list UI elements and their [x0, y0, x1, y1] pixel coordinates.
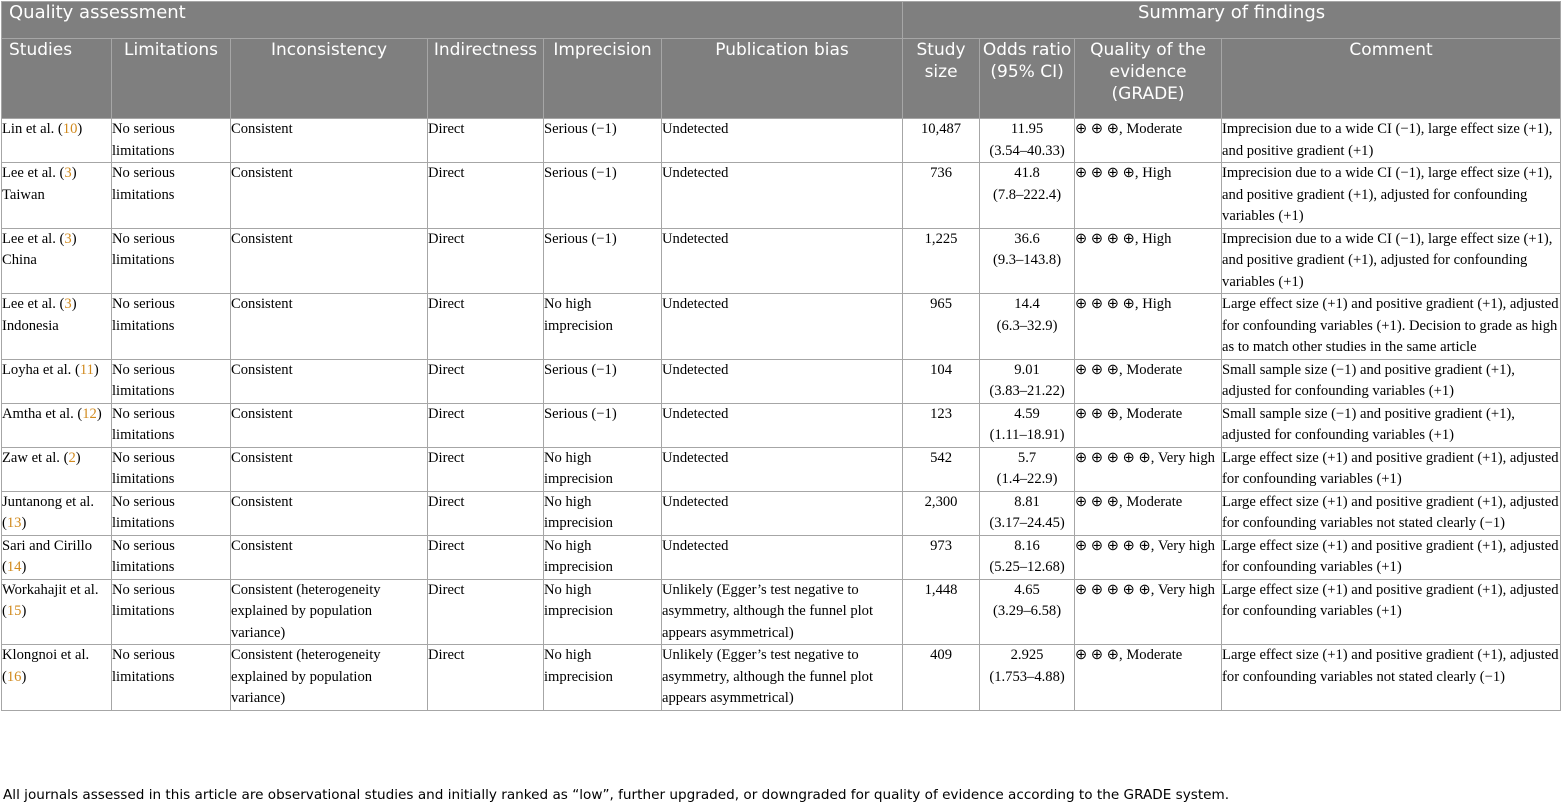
- indirectness-cell: Direct: [428, 645, 544, 711]
- odds-ratio-cell: [980, 119, 1075, 163]
- inconsistency-cell: Consistent (heterogeneity explained by population variance): [231, 579, 428, 645]
- confidence-interval: (9.3–143.8): [992, 252, 1062, 268]
- grade-evidence-table: [1, 1, 1561, 711]
- indirectness-cell: Direct: [428, 491, 544, 535]
- confidence-interval: (5.25–12.68): [989, 559, 1065, 575]
- col-header-study-size: Study size: [903, 39, 980, 119]
- col-header-limitations: Limitations: [112, 39, 231, 119]
- inconsistency-cell: Consistent: [231, 359, 428, 403]
- odds-ratio-value: 2.925: [1010, 647, 1044, 663]
- study-suffix: ) China: [2, 230, 77, 268]
- publication-bias-cell: Undetected: [662, 359, 903, 403]
- comment-cell: Large effect size (+1) and positive gradient (+1), adjusted for confounding variables (+1): [1222, 579, 1561, 645]
- publication-bias-cell: Undetected: [662, 403, 903, 447]
- comment-cell: Small sample size (−1) and positive gradient (+1), adjusted for confounding variables (+1): [1222, 403, 1561, 447]
- indirectness-cell: Direct: [428, 579, 544, 645]
- odds-ratio-cell: [980, 491, 1075, 535]
- col-header-comment: Comment: [1222, 39, 1561, 119]
- odds-ratio-value: 41.8: [1014, 165, 1040, 181]
- odds-ratio-cell: [980, 535, 1075, 579]
- confidence-interval: (6.3–32.9): [996, 317, 1058, 334]
- study-name: Lin et al. (: [2, 121, 63, 137]
- confidence-interval: (7.8–222.4): [992, 186, 1062, 203]
- odds-ratio-value: 11.95: [1010, 121, 1044, 137]
- confidence-interval: (3.17–24.45): [989, 515, 1065, 531]
- study-suffix: ): [77, 121, 83, 137]
- quality-cell: ⊕ ⊕ ⊕ ⊕ ⊕, Very high: [1075, 579, 1222, 645]
- odds-ratio-cell: [980, 294, 1075, 360]
- study-size-cell: 2,300: [903, 491, 980, 535]
- study-size-cell: 1,225: [903, 228, 980, 294]
- inconsistency-cell: Consistent: [231, 228, 428, 294]
- publication-bias-cell: Undetected: [662, 535, 903, 579]
- confidence-interval: (3.83–21.22): [989, 383, 1065, 399]
- limitations-cell: No serious limitations: [112, 491, 231, 535]
- publication-bias-cell: Undetected: [662, 294, 903, 360]
- study-size-cell: 965: [903, 294, 980, 360]
- quality-cell: ⊕ ⊕ ⊕, Moderate: [1075, 359, 1222, 403]
- table-row: [2, 294, 1561, 360]
- limitations-cell: No serious limitations: [112, 119, 231, 163]
- odds-ratio-cell: [980, 228, 1075, 294]
- study-cell: [2, 359, 112, 403]
- publication-bias-cell: Undetected: [662, 228, 903, 294]
- quality-cell: ⊕ ⊕ ⊕ ⊕ ⊕, Very high: [1075, 535, 1222, 579]
- study-cell: [2, 294, 112, 360]
- table-row: [2, 163, 1561, 229]
- publication-bias-cell: Unlikely (Egger’s test negative to asymmetry, although the funnel plot appears asymmetrical): [662, 579, 903, 645]
- inconsistency-cell: Consistent: [231, 403, 428, 447]
- publication-bias-cell: Undetected: [662, 491, 903, 535]
- reference-link[interactable]: 16: [6, 668, 22, 685]
- study-suffix: ): [21, 603, 27, 619]
- study-size-cell: 123: [903, 403, 980, 447]
- indirectness-cell: Direct: [428, 294, 544, 360]
- study-cell: [2, 447, 112, 491]
- study-size-cell: 542: [903, 447, 980, 491]
- comment-cell: Large effect size (+1) and positive gradient (+1), adjusted for confounding variables (+1): [1222, 535, 1561, 579]
- study-name: Lee et al. (: [2, 165, 65, 181]
- confidence-interval: (3.54–40.33): [989, 142, 1065, 159]
- limitations-cell: No serious limitations: [112, 228, 231, 294]
- table-row: [2, 645, 1561, 711]
- comment-cell: Large effect size (+1) and positive gradient (+1), adjusted for confounding variables (+1). Decision to grade as high as to match other studies in the same article: [1222, 294, 1561, 360]
- quality-cell: ⊕ ⊕ ⊕ ⊕ ⊕, Very high: [1075, 447, 1222, 491]
- study-cell: [2, 228, 112, 294]
- col-header-odds-ratio: Odds ratio (95% CI): [980, 39, 1075, 119]
- publication-bias-cell: Undetected: [662, 119, 903, 163]
- study-cell: [2, 491, 112, 535]
- odds-ratio-value: 4.65: [1014, 581, 1040, 598]
- quality-cell: ⊕ ⊕ ⊕, Moderate: [1075, 491, 1222, 535]
- table-row: [2, 228, 1561, 294]
- study-cell: [2, 535, 112, 579]
- odds-ratio-value: 36.6: [1014, 230, 1040, 247]
- col-header-indirectness: Indirectness: [428, 39, 544, 119]
- study-suffix: ): [96, 405, 102, 422]
- comment-cell: Small sample size (−1) and positive gradient (+1), adjusted for confounding variables (+1): [1222, 359, 1561, 403]
- study-cell: [2, 163, 112, 229]
- publication-bias-cell: Unlikely (Egger’s test negative to asymmetry, although the funnel plot appears asymmetrical): [662, 645, 903, 711]
- inconsistency-cell: Consistent: [231, 294, 428, 360]
- odds-ratio-cell: [980, 579, 1075, 645]
- comment-cell: Large effect size (+1) and positive gradient (+1), adjusted for confounding variables not stated clearly (−1): [1222, 491, 1561, 535]
- limitations-cell: No serious limitations: [112, 447, 231, 491]
- study-name: Klongnoi et al. (: [2, 647, 90, 685]
- quality-cell: ⊕ ⊕ ⊕, Moderate: [1075, 645, 1222, 711]
- odds-ratio-value: 4.59: [1014, 405, 1040, 422]
- imprecision-cell: No high imprecision: [544, 294, 662, 360]
- odds-ratio-value: 5.7: [1017, 449, 1037, 466]
- study-name: Zaw et al. (: [2, 449, 69, 466]
- summary-of-findings-header: Summary of findings: [903, 2, 1561, 39]
- imprecision-cell: Serious (−1): [544, 163, 662, 229]
- study-suffix: ): [21, 559, 27, 575]
- study-size-cell: 736: [903, 163, 980, 229]
- inconsistency-cell: Consistent (heterogeneity explained by population variance): [231, 645, 428, 711]
- odds-ratio-cell: [980, 403, 1075, 447]
- odds-ratio-cell: [980, 447, 1075, 491]
- imprecision-cell: No high imprecision: [544, 579, 662, 645]
- study-suffix: ) Taiwan: [2, 165, 77, 203]
- col-header-quality: Quality of the evidence (GRADE): [1075, 39, 1222, 119]
- reference-link[interactable]: 3: [64, 165, 72, 181]
- indirectness-cell: Direct: [428, 535, 544, 579]
- imprecision-cell: No high imprecision: [544, 447, 662, 491]
- table-row: [2, 447, 1561, 491]
- imprecision-cell: No high imprecision: [544, 645, 662, 711]
- quality-cell: ⊕ ⊕ ⊕ ⊕, High: [1075, 228, 1222, 294]
- study-cell: [2, 645, 112, 711]
- confidence-interval: (1.753–4.88): [989, 668, 1065, 685]
- limitations-cell: No serious limitations: [112, 579, 231, 645]
- study-name: Loyha et al. (: [2, 361, 80, 378]
- study-name: Juntanong et al. (: [2, 493, 95, 531]
- odds-ratio-value: 14.4: [1014, 296, 1040, 312]
- odds-ratio-cell: [980, 359, 1075, 403]
- quality-cell: ⊕ ⊕ ⊕, Moderate: [1075, 403, 1222, 447]
- confidence-interval: (1.11–18.91): [989, 427, 1065, 443]
- odds-ratio-value: 8.16: [1014, 537, 1040, 554]
- study-suffix: ): [21, 668, 27, 685]
- reference-link[interactable]: 3: [64, 296, 72, 312]
- limitations-cell: No serious limitations: [112, 163, 231, 229]
- group-header-row: [2, 2, 1561, 39]
- table-row: [2, 359, 1561, 403]
- imprecision-cell: Serious (−1): [544, 403, 662, 447]
- odds-ratio-cell: [980, 163, 1075, 229]
- limitations-cell: No serious limitations: [112, 359, 231, 403]
- reference-link[interactable]: 3: [64, 230, 72, 247]
- publication-bias-cell: Undetected: [662, 163, 903, 229]
- study-size-cell: 973: [903, 535, 980, 579]
- imprecision-cell: Serious (−1): [544, 119, 662, 163]
- study-suffix: ) Indonesia: [2, 296, 77, 334]
- imprecision-cell: No high imprecision: [544, 491, 662, 535]
- comment-cell: Large effect size (+1) and positive gradient (+1), adjusted for confounding variables not stated clearly (−1): [1222, 645, 1561, 711]
- inconsistency-cell: Consistent: [231, 535, 428, 579]
- col-header-imprecision: Imprecision: [544, 39, 662, 119]
- indirectness-cell: Direct: [428, 163, 544, 229]
- col-header-inconsistency: Inconsistency: [231, 39, 428, 119]
- study-name: Sari and Cirillo (: [2, 537, 92, 575]
- table-row: [2, 403, 1561, 447]
- study-size-cell: 409: [903, 645, 980, 711]
- confidence-interval: (1.4–22.9): [996, 471, 1058, 487]
- comment-cell: Large effect size (+1) and positive gradient (+1), adjusted for confounding variables (+1): [1222, 447, 1561, 491]
- odds-ratio-value: 8.81: [1014, 493, 1040, 510]
- indirectness-cell: Direct: [428, 359, 544, 403]
- table-row: [2, 119, 1561, 163]
- table-body: [2, 119, 1561, 711]
- inconsistency-cell: Consistent: [231, 447, 428, 491]
- indirectness-cell: Direct: [428, 447, 544, 491]
- table-row: [2, 491, 1561, 535]
- table-row: [2, 535, 1561, 579]
- study-name: Amtha et al. (: [2, 405, 83, 422]
- reference-link[interactable]: 11: [79, 361, 94, 378]
- indirectness-cell: Direct: [428, 228, 544, 294]
- quality-assessment-header: Quality assessment: [2, 2, 903, 39]
- study-cell: [2, 119, 112, 163]
- study-size-cell: 1,448: [903, 579, 980, 645]
- limitations-cell: No serious limitations: [112, 535, 231, 579]
- study-suffix: ): [21, 515, 27, 531]
- indirectness-cell: Direct: [428, 119, 544, 163]
- confidence-interval: (3.29–6.58): [992, 603, 1062, 619]
- inconsistency-cell: Consistent: [231, 119, 428, 163]
- indirectness-cell: Direct: [428, 403, 544, 447]
- imprecision-cell: No high imprecision: [544, 535, 662, 579]
- column-header-row: [2, 39, 1561, 119]
- study-suffix: ): [93, 361, 99, 378]
- limitations-cell: No serious limitations: [112, 294, 231, 360]
- reference-link[interactable]: 12: [82, 405, 97, 422]
- reference-link[interactable]: 2: [68, 449, 76, 466]
- inconsistency-cell: Consistent: [231, 163, 428, 229]
- imprecision-cell: Serious (−1): [544, 228, 662, 294]
- imprecision-cell: Serious (−1): [544, 359, 662, 403]
- study-size-cell: 104: [903, 359, 980, 403]
- study-name: Lee et al. (: [2, 296, 65, 312]
- inconsistency-cell: Consistent: [231, 491, 428, 535]
- comment-cell: Imprecision due to a wide CI (−1), large effect size (+1), and positive gradient (+1), adjusted for confounding variables (+1): [1222, 163, 1561, 229]
- quality-cell: ⊕ ⊕ ⊕, Moderate: [1075, 119, 1222, 163]
- reference-link[interactable]: 13: [6, 515, 22, 531]
- comment-cell: Imprecision due to a wide CI (−1), large effect size (+1), and positive gradient (+1), adjusted for confounding variables (+1): [1222, 228, 1561, 294]
- limitations-cell: No serious limitations: [112, 645, 231, 711]
- reference-link[interactable]: 15: [6, 603, 22, 619]
- col-header-publication-bias: Publication bias: [662, 39, 903, 119]
- study-name: Lee et al. (: [2, 230, 65, 247]
- table-footnote: All journals assessed in this article are observational studies and initially ranked as “low”, further upgraded, or downgraded for quality of evidence according to the GRADE system.: [3, 787, 1230, 803]
- limitations-cell: No serious limitations: [112, 403, 231, 447]
- publication-bias-cell: Undetected: [662, 447, 903, 491]
- quality-cell: ⊕ ⊕ ⊕ ⊕, High: [1075, 294, 1222, 360]
- quality-cell: ⊕ ⊕ ⊕ ⊕, High: [1075, 163, 1222, 229]
- study-size-cell: 10,487: [903, 119, 980, 163]
- col-header-studies: Studies: [2, 39, 112, 119]
- study-suffix: ): [75, 449, 81, 466]
- study-cell: [2, 579, 112, 645]
- odds-ratio-cell: [980, 645, 1075, 711]
- reference-link[interactable]: 14: [6, 559, 22, 575]
- odds-ratio-value: 9.01: [1014, 361, 1040, 378]
- comment-cell: Imprecision due to a wide CI (−1), large effect size (+1), and positive gradient (+1): [1222, 119, 1561, 163]
- table-row: [2, 579, 1561, 645]
- reference-link[interactable]: 10: [62, 121, 78, 137]
- study-cell: [2, 403, 112, 447]
- study-name: Workahajit et al. (: [2, 581, 99, 619]
